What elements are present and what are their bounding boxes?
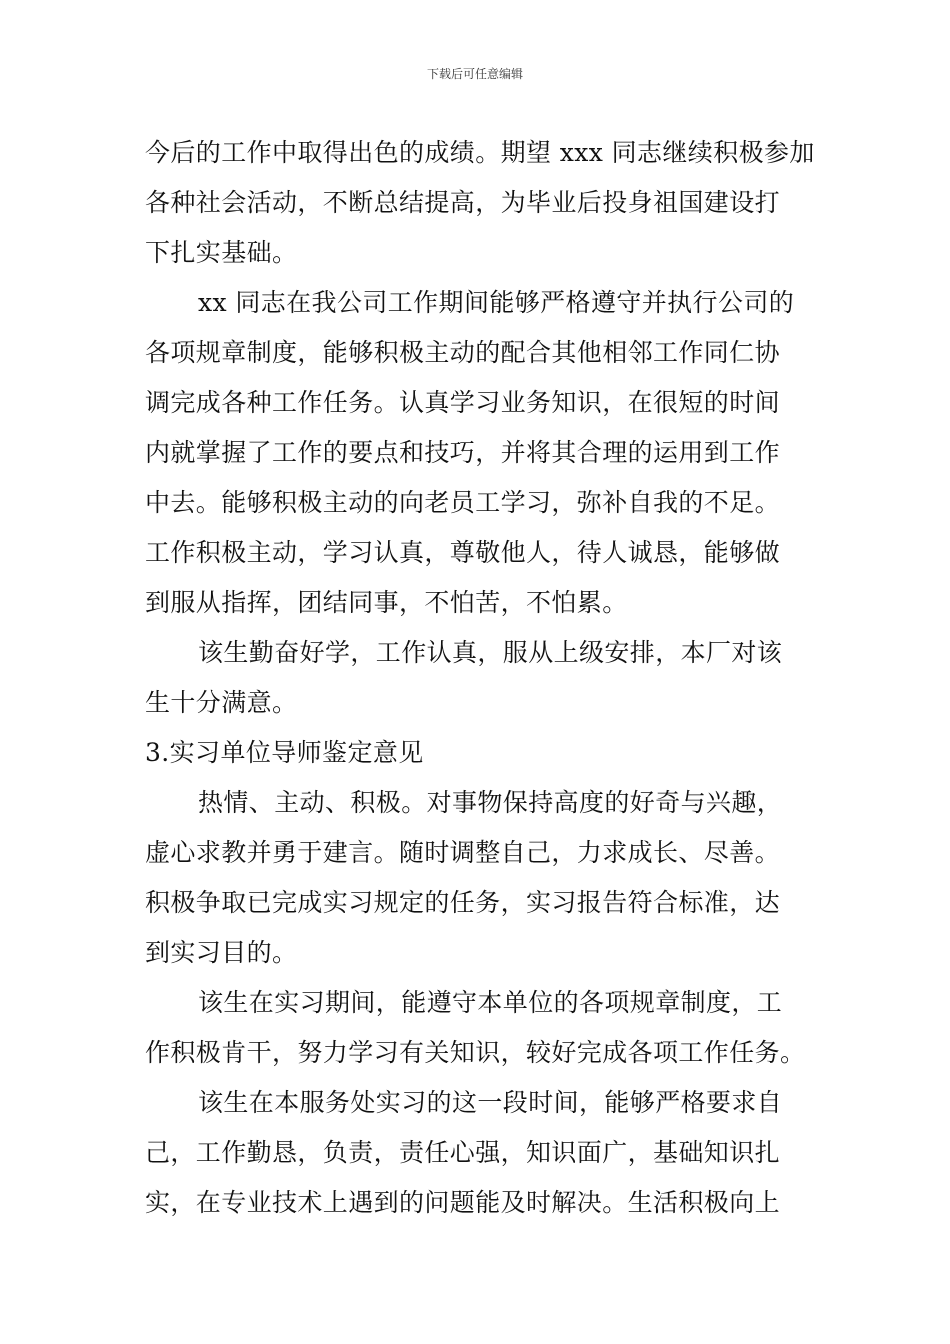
text-line: 到服从指挥，团结同事，不怕苦，不怕累。	[145, 588, 628, 617]
text-line: 虚心求教并勇于建言。随时调整自己，力求成长、尽善。	[145, 838, 781, 867]
paragraph-start-line: xx 同志在我公司工作期间能够严格遵守并执行公司的	[198, 288, 795, 317]
page-header: 下载后可任意编辑	[426, 67, 523, 81]
paragraph-start-line: 热情、主动、积极。对事物保持高度的好奇与兴趣，	[198, 788, 783, 817]
text-line: 调完成各种工作任务。认真学习业务知识，在很短的时间	[145, 388, 781, 417]
text-line: 工作积极主动，学习认真，尊敬他人，待人诚恳，能够做	[145, 538, 781, 567]
text-line: 实，在专业技术上遇到的问题能及时解决。生活积极向上	[145, 1188, 781, 1217]
text-line: 中去。能够积极主动的向老员工学习，弥补自我的不足。	[145, 488, 781, 517]
text-line: 生十分满意。	[145, 688, 298, 717]
text-line: 下扎实基础。	[145, 238, 298, 267]
text-line: 到实习目的。	[145, 938, 298, 967]
text-line: 己，工作勤恳，负责，责任心强，知识面广，基础知识扎	[145, 1138, 781, 1167]
section-heading: 3.实习单位导师鉴定意见	[145, 738, 424, 767]
paragraph-start-line: 该生勤奋好学，工作认真，服从上级安排，本厂对该	[198, 638, 783, 667]
text-line: 各项规章制度，能够积极主动的配合其他相邻工作同仁协	[145, 338, 781, 367]
text-line: 作积极肯干，努力学习有关知识，较好完成各项工作任务。	[145, 1038, 806, 1067]
text-line: 内就掌握了工作的要点和技巧，并将其合理的运用到工作	[145, 438, 781, 467]
text-line: 各种社会活动，不断总结提高，为毕业后投身祖国建设打	[145, 188, 781, 217]
paragraph-start-line: 该生在实习期间，能遵守本单位的各项规章制度，工	[198, 988, 783, 1017]
paragraph-start-line: 该生在本服务处实习的这一段时间，能够严格要求自	[198, 1088, 783, 1117]
text-line: 积极争取已完成实习规定的任务，实习报告符合标准，达	[145, 888, 781, 917]
text-line: 今后的工作中取得出色的成绩。期望 xxx 同志继续积极参加	[145, 138, 815, 167]
document-body	[145, 128, 815, 1228]
